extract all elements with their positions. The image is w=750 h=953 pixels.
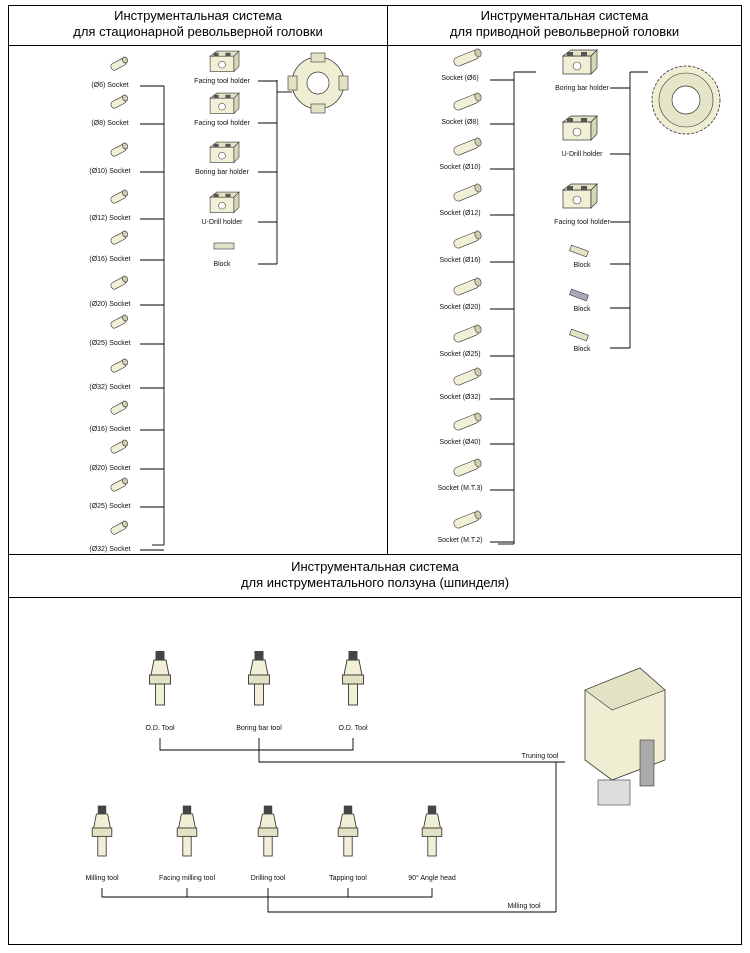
socket-icon (110, 230, 129, 245)
driven-socket-label: Socket (Ø32) (439, 394, 481, 401)
turning-tool-icon (249, 651, 270, 705)
turning-group-label: Truning tool (521, 753, 559, 760)
stationary-socket-label: (Ø6) Socket (91, 82, 129, 89)
stationary-header-line2: для стационарной револьверной головки (73, 24, 323, 39)
block-icon (570, 329, 589, 341)
driven-socket-label: Socket (Ø25) (439, 351, 481, 358)
driven-socket-label: Socket (M.T.2) (437, 537, 483, 544)
milling-tool-icon (258, 806, 278, 856)
stationary-socket-label: (Ø20) Socket (89, 301, 131, 308)
spindle-header-line2: для инструментального ползуна (шпинделя) (240, 575, 510, 590)
socket-icon (110, 520, 129, 535)
milling-tool-label: Facing milling tool (158, 875, 216, 882)
block-icon (214, 243, 234, 249)
socket-icon (110, 477, 129, 492)
socket-icon (110, 400, 129, 415)
driven-holder-label: Facing tool holder (554, 219, 610, 226)
turning-tool-label: O.D. Tool (338, 725, 368, 732)
turning-tool-label: Boring bar tool (236, 725, 282, 732)
driven-socket-label: Socket (Ø16) (439, 257, 481, 264)
turning-tool-label: O.D. Tool (145, 725, 175, 732)
milling-group-label: Milling tool (507, 903, 541, 910)
block-icon (570, 289, 589, 301)
socket-icon (453, 48, 483, 67)
socket-icon (453, 367, 483, 386)
stationary-holder-label: Facing tool holder (194, 120, 250, 127)
holder-icon (210, 93, 239, 113)
spindle-head-icon (585, 668, 665, 805)
turret-icon (652, 66, 720, 134)
connector-line (160, 738, 353, 750)
stationary-socket-label: (Ø16) Socket (89, 426, 131, 433)
connector-line (102, 888, 432, 897)
socket-icon (110, 94, 129, 109)
driven-socket-label: Socket (Ø12) (439, 210, 481, 217)
driven-holder-label: Block (573, 306, 591, 313)
socket-icon (453, 412, 483, 431)
milling-tool-label: 90° Angle head (408, 875, 456, 882)
milling-tool-label: Tapping tool (329, 875, 367, 882)
driven-header-line2: для приводной револьверной головки (449, 24, 680, 39)
socket-icon (453, 458, 483, 477)
socket-icon (110, 56, 129, 71)
driven-socket-label: Socket (Ø6) (441, 75, 479, 82)
turning-tool-icon (343, 651, 364, 705)
stationary-socket-label: (Ø12) Socket (89, 215, 131, 222)
stationary-holder-label: Facing tool holder (194, 78, 250, 85)
milling-tool-icon (92, 806, 112, 856)
milling-tool-label: Drilling tool (250, 875, 286, 882)
stationary-header-line1: Инструментальная система (114, 8, 282, 23)
socket-icon (453, 92, 483, 111)
stationary-socket-label: (Ø10) Socket (89, 168, 131, 175)
stationary-socket-label: (Ø20) Socket (89, 465, 131, 472)
driven-holder-label: Boring bar holder (555, 85, 609, 92)
block-icon (570, 245, 589, 257)
stationary-socket-label: (Ø25) Socket (89, 340, 131, 347)
holder-icon (210, 192, 239, 212)
socket-icon (453, 230, 483, 249)
holder-icon (563, 116, 597, 140)
socket-icon (110, 439, 129, 454)
holder-icon (210, 51, 239, 71)
socket-icon (110, 189, 129, 204)
turning-tool-icon (150, 651, 171, 705)
stationary-holder-label: Block (213, 261, 231, 268)
driven-socket-label: Socket (Ø40) (439, 439, 481, 446)
turret-icon (288, 53, 348, 113)
holder-icon (563, 50, 597, 74)
socket-icon (110, 358, 129, 373)
driven-socket-label: Socket (Ø8) (441, 119, 479, 126)
driven-socket-label: Socket (Ø20) (439, 304, 481, 311)
driven-holder-label: U-Drill holder (561, 151, 603, 158)
holder-icon (563, 184, 597, 208)
socket-icon (453, 183, 483, 202)
socket-icon (453, 277, 483, 296)
milling-tool-label: Milling tool (85, 875, 119, 882)
stationary-holder-label: Boring bar holder (195, 169, 249, 176)
socket-icon (453, 510, 483, 529)
milling-tool-icon (338, 806, 358, 856)
socket-icon (453, 137, 483, 156)
socket-icon (453, 324, 483, 343)
driven-socket-label: Socket (Ø10) (439, 164, 481, 171)
holder-icon (210, 142, 239, 162)
stationary-socket-label: (Ø25) Socket (89, 503, 131, 510)
stationary-socket-label: (Ø32) Socket (89, 384, 131, 391)
driven-holder-label: Block (573, 346, 591, 353)
spindle-header-line1: Инструментальная система (291, 559, 459, 574)
milling-tool-icon (422, 806, 442, 856)
stationary-socket-label: (Ø16) Socket (89, 256, 131, 263)
socket-icon (110, 142, 129, 157)
socket-icon (110, 314, 129, 329)
stationary-socket-label: (Ø32) Socket (89, 546, 131, 553)
driven-socket-label: Socket (M.T.3) (437, 485, 483, 492)
driven-header-line1: Инструментальная система (480, 8, 649, 23)
milling-tool-icon (177, 806, 197, 856)
stationary-holder-label: U-Drill holder (201, 219, 243, 226)
driven-holder-label: Block (573, 262, 591, 269)
socket-icon (110, 275, 129, 290)
stationary-socket-label: (Ø8) Socket (91, 120, 129, 127)
